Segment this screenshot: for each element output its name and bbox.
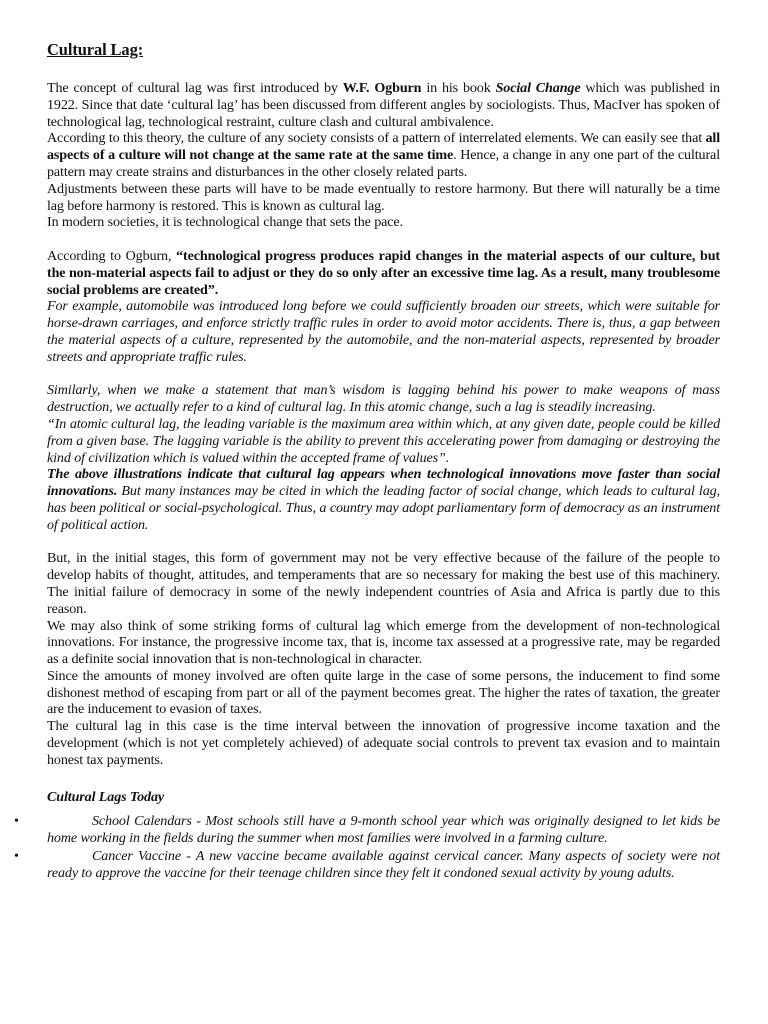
quote-text: “technological progress produces rapid changes in the material aspects of our culture, but the non-material aspects fail to adjust or they do so only after an excessive time lag. As a result, many troublesome social problems are created”.: [47, 247, 720, 298]
bullet-icon: •: [14, 813, 19, 830]
paragraph-modern-societies: In modern societies, it is technological change that sets the pace.: [47, 214, 403, 231]
emphasis-text: The above illustrations indicate that cultural lag appears when technological innovations move faster than social innovations.: [47, 466, 720, 500]
paragraph-ogburn-quote: [47, 248, 720, 298]
paragraph-theory: [47, 130, 720, 180]
text-run: in his book: [421, 80, 496, 96]
section-heading: Cultural Lags Today: [47, 788, 165, 805]
emphasis-text: all aspects of a culture will not change at the same rate at the same time: [47, 130, 720, 164]
spacer: [47, 769, 720, 789]
paragraph-automobile-example: For example, automobile was introduced long before we could sufficiently broaden our streets, which were suitable for horse-drawn carriages, and enforce strictly traffic rules in order to avoid motor accidents. There is, thus, a gap between the material aspects of a culture, represented by the automobile, and the non-material aspects, represented by broader streets and appropriate traffic rules.: [47, 298, 720, 365]
paragraph-tax-inducement: Since the amounts of money involved are often quite large in the case of some persons, the inducement to find some dishonest method of escaping from part or all of the payment becomes great. The higher the rates of taxation, the greater are the inducement to evasion of taxes.: [47, 667, 720, 718]
bullet-list: [14, 813, 720, 881]
bullet-icon: •: [14, 848, 19, 865]
paragraph-non-technological: We may also think of some striking forms of cultural lag which emerge from the development of non-technological innovations. For instance, the progressive income tax, that is, income tax assessed at a progressive rate, may be regarded as a definite social innovation that is non-technological in character.: [47, 617, 720, 668]
paragraph-atomic-quote: “In atomic cultural lag, the leading variable is the maximum area within which, at any given date, people could be killed from a given base. The lagging variable is the ability to prevent this accelerating power from damaging or destroying the kind of civilization which is valued within the accepted frame of values”.: [47, 415, 720, 466]
paragraph-government: But, in the initial stages, this form of government may not be very effective because of the failure of the people to develop habits of thought, attitudes, and temperaments that are so necessary for making the best use of this machinery. The initial failure of democracy in some of the newly independent countries of Asia and Africa is partly due to this reason.: [47, 550, 720, 617]
list-item: [14, 848, 720, 882]
text-run: which was published in 1922. Since that date ‘cultural lag’ has been discussed from different angles by sociologists. Thus, MacIver has spoken of technological lag, technological restraint, culture clash and cultural ambivalence.: [47, 80, 720, 130]
page-title: Cultural Lag:: [47, 40, 144, 59]
text-run: . Hence, a change in any one part of the cultural pattern may create strains and disturbances in the other closely related parts.: [47, 147, 720, 180]
text-run: According to Ogburn,: [47, 247, 177, 264]
text-run: But many instances may be cited in which the leading factor of social change, which leads to cultural lag, has been political or social-psychological. Thus, a country may adopt parliamentary form of democracy as an instrument of political action.: [47, 483, 720, 533]
spacer: [47, 231, 720, 248]
paragraph-adjustments: Adjustments between these parts will have to be made eventually to restore harmony. But there will naturally be a time lag before harmony is restored. This is known as cultural lag.: [47, 180, 720, 214]
list-item-text: Cancer Vaccine - A new vaccine became available against cervical cancer. Many aspects of society were not ready to approve the vaccine for their teenage children since they felt it condoned sexual activity by young adults.: [47, 848, 720, 881]
document-page: [14, 40, 720, 883]
paragraph-atomic-lag: Similarly, when we make a statement that man’s wisdom is lagging behind his power to make weapons of mass destruction, we actually refer to a kind of cultural lag. In this atomic change, such a lag is steadily increasing.: [47, 382, 720, 416]
spacer: [47, 366, 720, 383]
spacer: [47, 534, 720, 551]
list-item: [14, 813, 720, 847]
author-name: W.F. Ogburn: [342, 80, 422, 96]
book-title: Social Change: [495, 80, 581, 96]
text-run: According to this theory, the culture of any society consists of a pattern of interrelated elements. We can easily see that: [47, 130, 706, 147]
text-run: The concept of cultural lag was first introduced by: [47, 80, 343, 96]
list-item-text: School Calendars - Most schools still have a 9-month school year which was originally designed to let kids be home working in the fields during the summer when most families were involved in a farming culture.: [47, 813, 720, 847]
paragraph-intro: [47, 80, 720, 130]
paragraph-illustrations: [47, 466, 720, 533]
paragraph-tax-lag: The cultural lag in this case is the time interval between the innovation of progressive income taxation and the development (which is not yet completely achieved) of adequate social controls to prevent tax evasion and to maintain honest tax payments.: [47, 718, 720, 768]
